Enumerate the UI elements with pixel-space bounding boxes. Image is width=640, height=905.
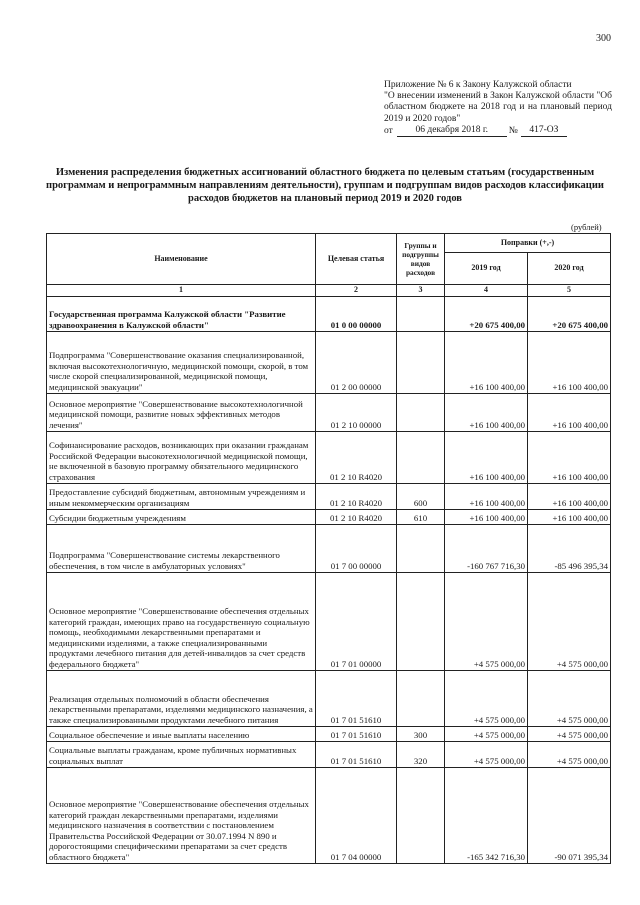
row-2020: +4 575 000,00	[528, 726, 611, 741]
table-row	[47, 483, 611, 509]
table-row	[47, 431, 611, 483]
row-2020: +20 675 400,00	[528, 296, 611, 331]
header-2020: 2020 год	[528, 253, 611, 285]
row-name: Государственная программа Калужской области "Развитие здравоохранения в Калужской области"	[47, 296, 316, 331]
row-2019: -165 342 716,30	[445, 767, 528, 863]
header-groups: Группы и подгруппы видов расходов	[397, 234, 445, 285]
row-2020: +4 575 000,00	[528, 741, 611, 767]
annex-body: "О внесении изменений в Закон Калужской области "Об областном бюджете на 2018 год и на плановый период 2019 и 2020 годов"	[384, 91, 612, 124]
row-code: 01 2 10 R4020	[316, 483, 397, 509]
row-group	[397, 331, 445, 393]
row-code: 01 7 01 51610	[316, 741, 397, 767]
index-cell: 4	[445, 285, 528, 297]
row-code: 01 0 00 00000	[316, 296, 397, 331]
row-2020: +16 100 400,00	[528, 393, 611, 431]
document-title: Изменения распределения бюджетных ассигнований областного бюджета по целевым статьям (государственным программам и непрограммным направлениям деятельности), группам и подгруппам видов расходов классификации расходов бюджетов на плановый период 2019 и 2020 годов	[46, 167, 604, 204]
row-2020: +16 100 400,00	[528, 331, 611, 393]
table-row	[47, 331, 611, 393]
row-name: Основное мероприятие "Совершенствование обеспечения отдельных категорий граждан лекарственными препаратами, изделиями медицинского назначения в соответствии с постановлением Правительства Российской Федерации от 30.07.1994 N 890 и дорогостоящими специфическими препаратами за счет средств областного бюджета"	[47, 767, 316, 863]
row-2019: -160 767 716,30	[445, 524, 528, 572]
row-group	[397, 393, 445, 431]
table-row	[47, 393, 611, 431]
annex-header	[384, 80, 612, 137]
row-group: 600	[397, 483, 445, 509]
budget-table	[46, 233, 611, 864]
row-code: 01 7 04 00000	[316, 767, 397, 863]
table-row	[47, 741, 611, 767]
row-2020: +4 575 000,00	[528, 670, 611, 726]
header-amendments: Поправки (+,-)	[445, 234, 611, 253]
row-group	[397, 572, 445, 670]
row-name: Основное мероприятие "Совершенствование обеспечения отдельных категорий граждан, имеющих право на государственную социальную помощь, необходимыми лекарственными препаратами и медицинскими изделиями, а также специализированными продуктами лечебного питания для детей-инвалидов за счет средств федерального бюджета"	[47, 572, 316, 670]
table-row	[47, 670, 611, 726]
annex-line1: Приложение № 6 к Закону Калужской области	[384, 80, 572, 90]
row-group	[397, 767, 445, 863]
row-group: 320	[397, 741, 445, 767]
annex-number: 417-ОЗ	[521, 125, 567, 137]
row-code: 01 2 10 00000	[316, 393, 397, 431]
row-group	[397, 431, 445, 483]
row-2019: +4 575 000,00	[445, 572, 528, 670]
row-2019: +16 100 400,00	[445, 431, 528, 483]
row-2019: +4 575 000,00	[445, 726, 528, 741]
row-2019: +16 100 400,00	[445, 393, 528, 431]
row-code: 01 2 10 R4020	[316, 509, 397, 524]
table-row	[47, 296, 611, 331]
row-2019: +4 575 000,00	[445, 741, 528, 767]
row-code: 01 7 01 00000	[316, 572, 397, 670]
index-cell: 5	[528, 285, 611, 297]
row-name: Социальное обеспечение и иные выплаты населению	[47, 726, 316, 741]
index-cell: 2	[316, 285, 397, 297]
row-name: Субсидии бюджетным учреждениям	[47, 509, 316, 524]
row-2019: +16 100 400,00	[445, 483, 528, 509]
row-name: Социальные выплаты гражданам, кроме публичных нормативных социальных выплат	[47, 741, 316, 767]
annex-from-label: от	[384, 125, 393, 136]
header-target: Целевая статья	[316, 234, 397, 285]
index-row	[47, 285, 611, 297]
row-group: 610	[397, 509, 445, 524]
row-2020: +16 100 400,00	[528, 509, 611, 524]
row-code: 01 7 01 51610	[316, 726, 397, 741]
row-group	[397, 524, 445, 572]
row-name: Подпрограмма "Совершенствование системы лекарственного обеспечения, в том числе в амбулаторных условиях"	[47, 524, 316, 572]
row-group	[397, 296, 445, 331]
annex-date: 06 декабря 2018 г.	[397, 125, 507, 137]
row-code: 01 7 01 51610	[316, 670, 397, 726]
row-2019: +4 575 000,00	[445, 670, 528, 726]
page-number: 300	[596, 33, 611, 44]
row-2020: +4 575 000,00	[528, 572, 611, 670]
table-row	[47, 509, 611, 524]
units-label: (рублей)	[571, 222, 602, 232]
row-code: 01 2 00 00000	[316, 331, 397, 393]
table-row	[47, 524, 611, 572]
row-2019: +16 100 400,00	[445, 509, 528, 524]
index-cell: 3	[397, 285, 445, 297]
row-2019: +16 100 400,00	[445, 331, 528, 393]
row-group	[397, 670, 445, 726]
row-2020: -90 071 395,34	[528, 767, 611, 863]
table-row	[47, 572, 611, 670]
index-cell: 1	[47, 285, 316, 297]
row-2020: +16 100 400,00	[528, 483, 611, 509]
row-group: 300	[397, 726, 445, 741]
row-2020: +16 100 400,00	[528, 431, 611, 483]
header-name: Наименование	[47, 234, 316, 285]
row-code: 01 7 00 00000	[316, 524, 397, 572]
row-name: Предоставление субсидий бюджетным, автономным учреждениям и иным некоммерческим организациям	[47, 483, 316, 509]
annex-date-row	[384, 125, 612, 137]
header-2019: 2019 год	[445, 253, 528, 285]
table-row	[47, 767, 611, 863]
row-2019: +20 675 400,00	[445, 296, 528, 331]
row-name: Реализация отдельных полномочий в области обеспечения лекарственными препаратами, изделиями медицинского назначения, а также специализированными продуктами лечебного питания	[47, 670, 316, 726]
row-name: Основное мероприятие "Совершенствование высокотехнологичной медицинской помощи, развитие новых эффективных методов лечения"	[47, 393, 316, 431]
row-2020: -85 496 395,34	[528, 524, 611, 572]
table-row	[47, 726, 611, 741]
row-name: Софинансирование расходов, возникающих при оказании гражданам Российской Федерации высокотехнологичной медицинской помощи, не включенной в базовую программу обязательного медицинского страхования	[47, 431, 316, 483]
row-name: Подпрограмма "Совершенствование оказания специализированной, включая высокотехнологичную, медицинской помощи, скорой, в том числе скорой специализированной, медицинской помощи, медицинской эвакуации"	[47, 331, 316, 393]
row-code: 01 2 10 R4020	[316, 431, 397, 483]
annex-number-label: №	[508, 125, 518, 136]
